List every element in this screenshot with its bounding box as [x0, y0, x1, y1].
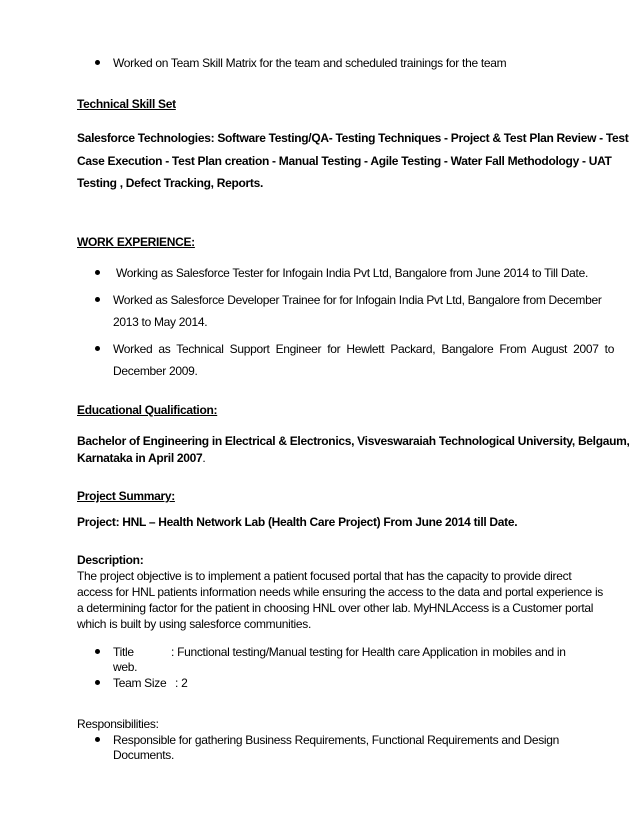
work-heading: WORK EXPERIENCE:	[77, 235, 195, 249]
work-item-2-line-1: Worked as Salesforce Developer Trainee for for Infogain India Pvt Ltd, Bangalore from December	[113, 293, 602, 307]
description-line-1: The project objective is to implement a patient focused portal that has the capacity to provide direct	[77, 569, 572, 583]
work-item-1: Working as Salesforce Tester for Infogain India Pvt Ltd, Bangalore from June 2014 to Till Date.	[116, 266, 588, 280]
work-item-3-line-2: December 2009.	[113, 364, 198, 378]
education-line-2-bold: Karnataka in April 2007	[77, 451, 203, 465]
project-line: Project: HNL – Health Network Lab (Health Care Project) From June 2014 till Date.	[77, 515, 518, 529]
project-summary-heading: Project Summary:	[77, 489, 175, 503]
education-line-2-end: .	[202, 451, 206, 465]
technical-heading: Technical Skill Set	[77, 97, 176, 111]
title-value-cont: web.	[113, 660, 138, 674]
description-line-3: a determining factor for the patient in choosing HNL over other lab. MyHNLAccess is a Customer portal	[77, 601, 594, 615]
work-item-3-line-1: Worked as Technical Support Engineer for Hewlett Packard, Bangalore From August 2007 to	[113, 342, 615, 356]
education-heading: Educational Qualification:	[77, 403, 218, 417]
education-line-2	[77, 451, 205, 465]
title-value: : Functional testing/Manual testing for Health care Application in mobiles and in	[171, 645, 566, 659]
bullet-icon	[95, 60, 100, 65]
bullet-icon	[95, 297, 100, 302]
technical-line-3: Testing , Defect Tracking, Reports.	[77, 176, 263, 190]
technical-line-2: Case Execution - Test Plan creation - Manual Testing - Agile Testing - Water Fall Methodology - UAT	[77, 154, 612, 168]
title-label: Title	[113, 645, 134, 659]
technical-line-1: Salesforce Technologies: Software Testing/QA- Testing Techniques - Project & Test Plan Review - Test	[77, 131, 629, 145]
description-heading: Description:	[77, 553, 144, 567]
skill-matrix-line: Worked on Team Skill Matrix for the team and scheduled trainings for the team	[113, 56, 507, 70]
bullet-icon	[95, 680, 100, 685]
bullet-icon	[95, 737, 100, 742]
responsibility-1-line-1: Responsible for gathering Business Requirements, Functional Requirements and Design	[113, 733, 560, 747]
work-item-2-line-2: 2013 to May 2014.	[113, 315, 208, 329]
bullet-icon	[95, 346, 100, 351]
responsibilities-heading: Responsibilities:	[77, 717, 159, 731]
responsibility-1-line-2: Documents.	[113, 748, 175, 762]
description-line-4: which is built by using salesforce communities.	[77, 617, 312, 631]
bullet-icon	[95, 649, 100, 654]
education-line-1: Bachelor of Engineering in Electrical & Electronics, Visveswaraiah Technological University, Belgaum,	[77, 434, 630, 448]
description-line-2: access for HNL patients information needs while ensuring the access to the data and portal experience is	[77, 585, 604, 599]
team-size-value: : 2	[175, 676, 188, 690]
bullet-icon	[95, 270, 100, 275]
team-size-label: Team Size	[113, 676, 167, 690]
